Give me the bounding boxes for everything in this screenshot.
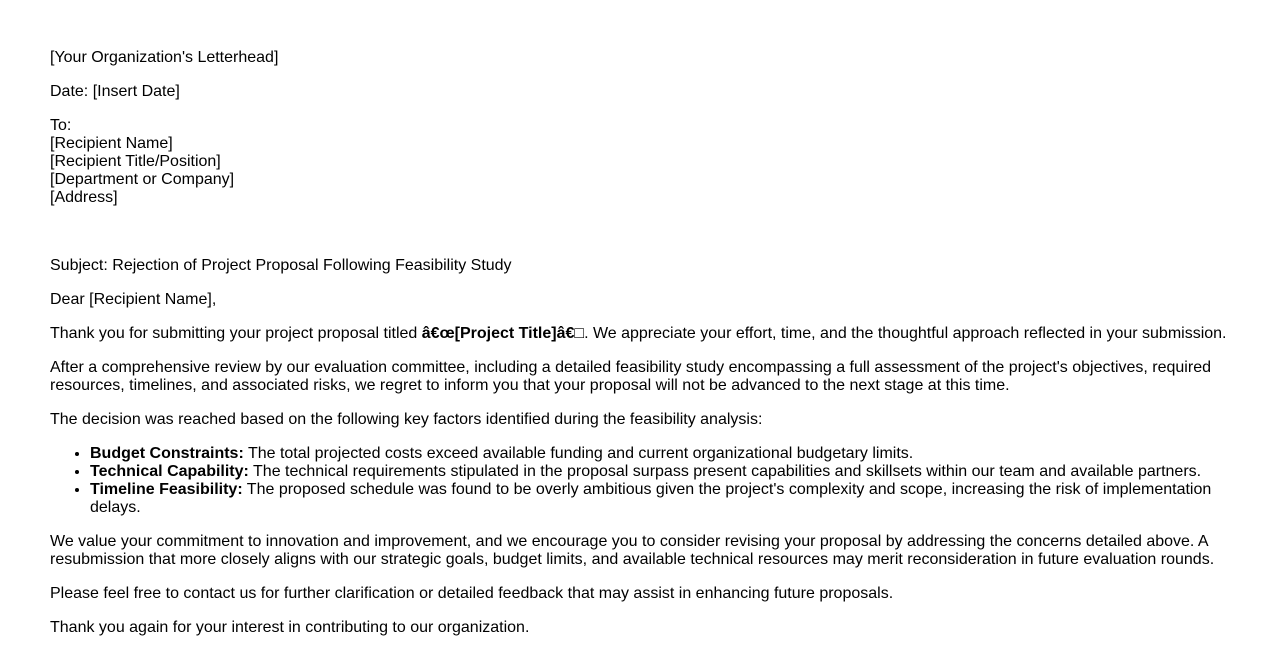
paragraph-closing: Thank you again for your interest in contributing to our organization. [50,619,530,636]
blank-spacer [50,223,1228,257]
letterhead: [Your Organization's Letterhead] [50,49,279,66]
paragraph-contact: Please feel free to contact us for further clarification or detailed feedback that may assist in enhancing future proposals. [50,585,894,602]
paragraph-intro-before: Thank you for submitting your project proposal titled [50,325,422,342]
list-item [90,445,1228,463]
recipient-address-block [50,117,1228,207]
recipient-name-line: [Recipient Name] [50,135,173,152]
factor-text: The technical requirements stipulated in the proposal surpass present capabilities and skillsets within our team and available partners. [248,463,1202,480]
factor-label: Budget Constraints: [90,445,244,462]
factor-text: The proposed schedule was found to be overly ambitious given the project's complexity and scope, increasing the risk of implementation delays. [90,481,1212,516]
paragraph-review: After a comprehensive review by our evaluation committee, including a detailed feasibility study encompassing a full assessment of the project's objectives, required resources, timelines, and associated risks, we regret to inform you that your proposal will not be advanced to the next stage at this time. [50,359,1211,394]
project-title: â€œ[Project Title]â€□ [421,325,585,342]
paragraph-decision: The decision was reached based on the following key factors identified during the feasibility analysis: [50,411,763,428]
recipient-address-line: [Address] [50,189,118,206]
recipient-department-line: [Department or Company] [50,171,235,188]
recipient-title-line: [Recipient Title/Position] [50,153,221,170]
subject-line: Subject: Rejection of Project Proposal Following Feasibility Study [50,257,512,274]
factor-text: The total projected costs exceed available funding and current organizational budgetary limits. [243,445,914,462]
paragraph-intro-after: . We appreciate your effort, time, and the thoughtful approach reflected in your submission. [584,325,1227,342]
factor-label: Timeline Feasibility: [90,481,243,498]
paragraph-encouragement: We value your commitment to innovation and improvement, and we encourage you to consider revising your proposal by addressing the concerns detailed above. A resubmission that more closely aligns with our strategic goals, budget limits, and available technical resources may merit reconsideration in future evaluation rounds. [50,533,1215,568]
to-label: To: [50,117,72,134]
salutation: Dear [Recipient Name], [50,291,217,308]
factors-list [50,445,1228,517]
list-item [90,463,1228,481]
factor-label: Technical Capability: [90,463,249,480]
date-line: Date: [Insert Date] [50,83,180,100]
list-item [90,481,1228,517]
paragraph-intro [50,325,1228,343]
